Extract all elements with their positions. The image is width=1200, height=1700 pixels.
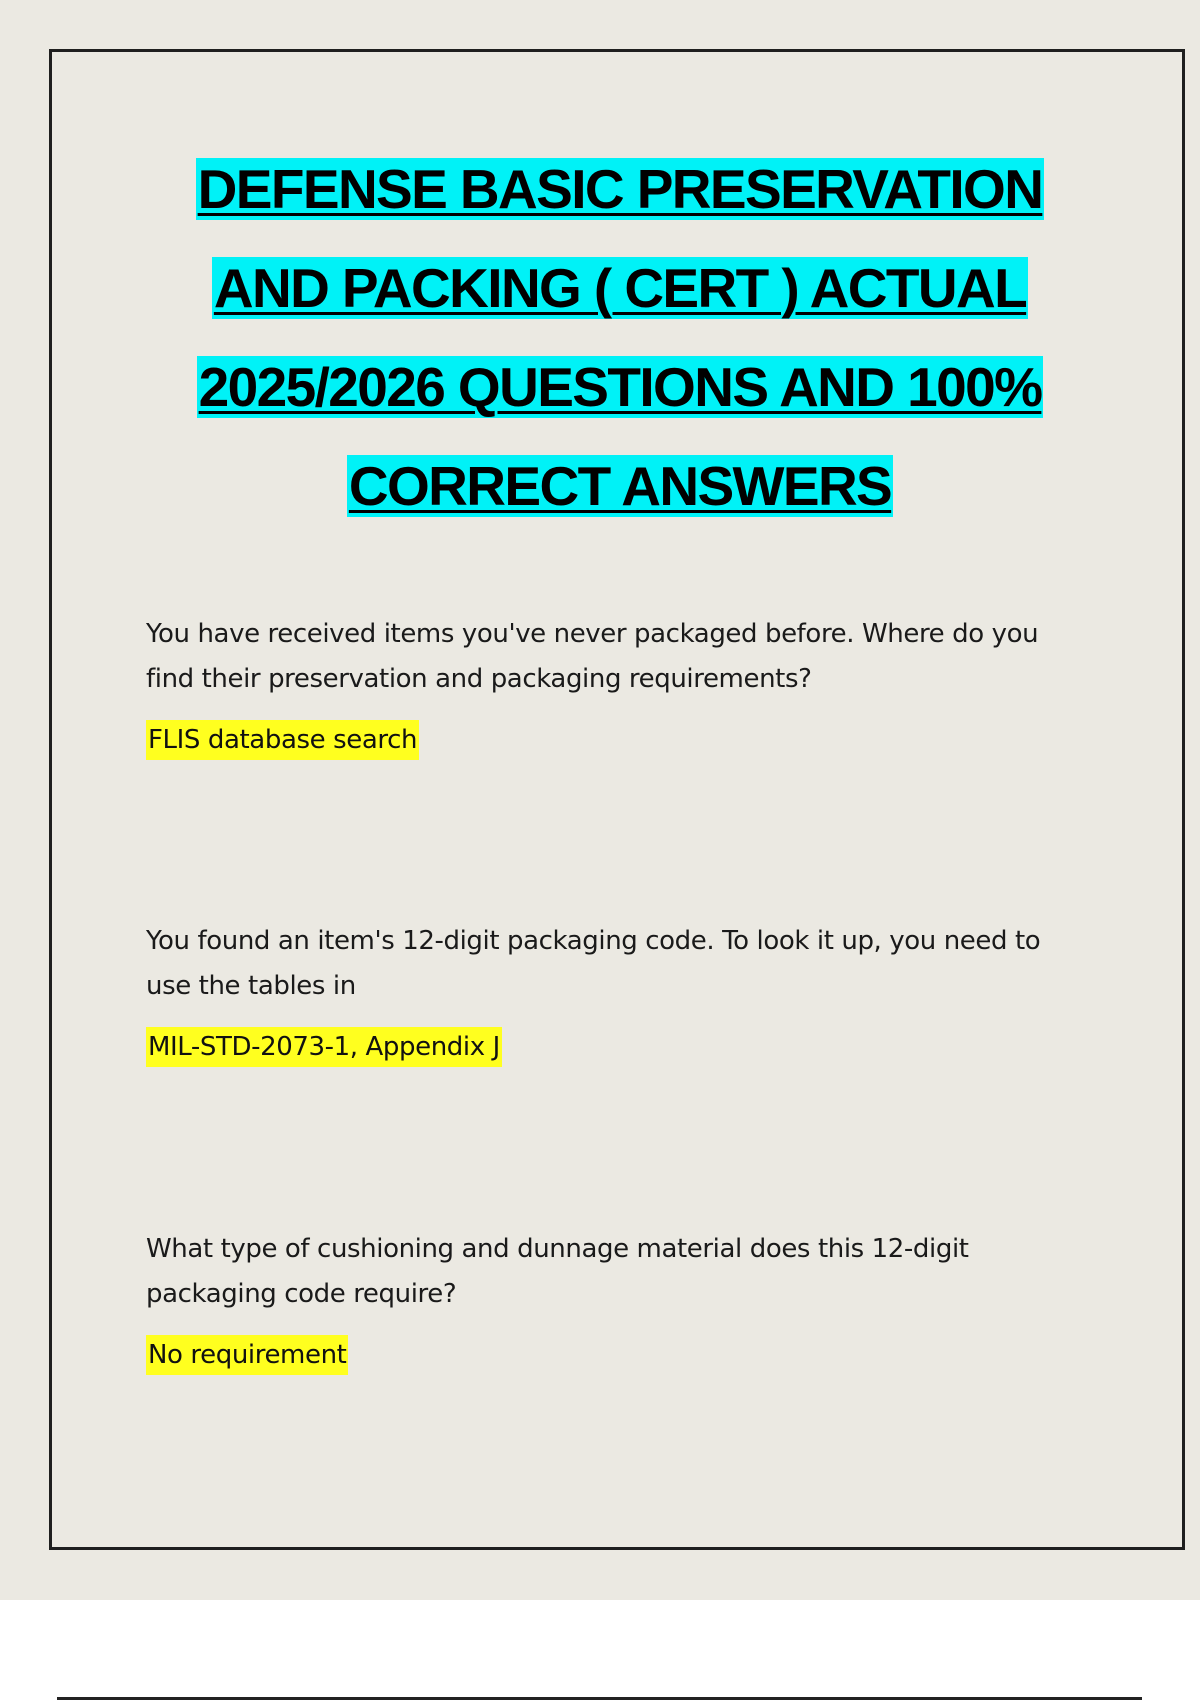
- answer-text: No requirement: [146, 1335, 348, 1375]
- title-line: 2025/2026 QUESTIONS AND 100%: [198, 356, 1042, 418]
- question-text: You found an item's 12-digit packaging code. To look it up, you need to use the tables in: [146, 926, 1041, 1001]
- question-text: What type of cushioning and dunnage material does this 12-digit packaging code require?: [146, 1234, 969, 1309]
- question-block-1: [146, 612, 1086, 760]
- answer-text: FLIS database search: [146, 720, 419, 760]
- question-text: You have received items you've never packaged before. Where do you find their preservation and packaging requirements?: [146, 619, 1039, 694]
- question-block-3: [146, 1227, 1086, 1375]
- title-line: DEFENSE BASIC PRESERVATION: [197, 158, 1043, 220]
- question-block-2: [146, 919, 1086, 1067]
- title-line: CORRECT ANSWERS: [348, 455, 892, 517]
- answer-text: MIL-STD-2073-1, Appendix J: [146, 1027, 502, 1067]
- document-title: [60, 140, 1180, 536]
- title-line: AND PACKING ( CERT ) ACTUAL: [213, 257, 1027, 319]
